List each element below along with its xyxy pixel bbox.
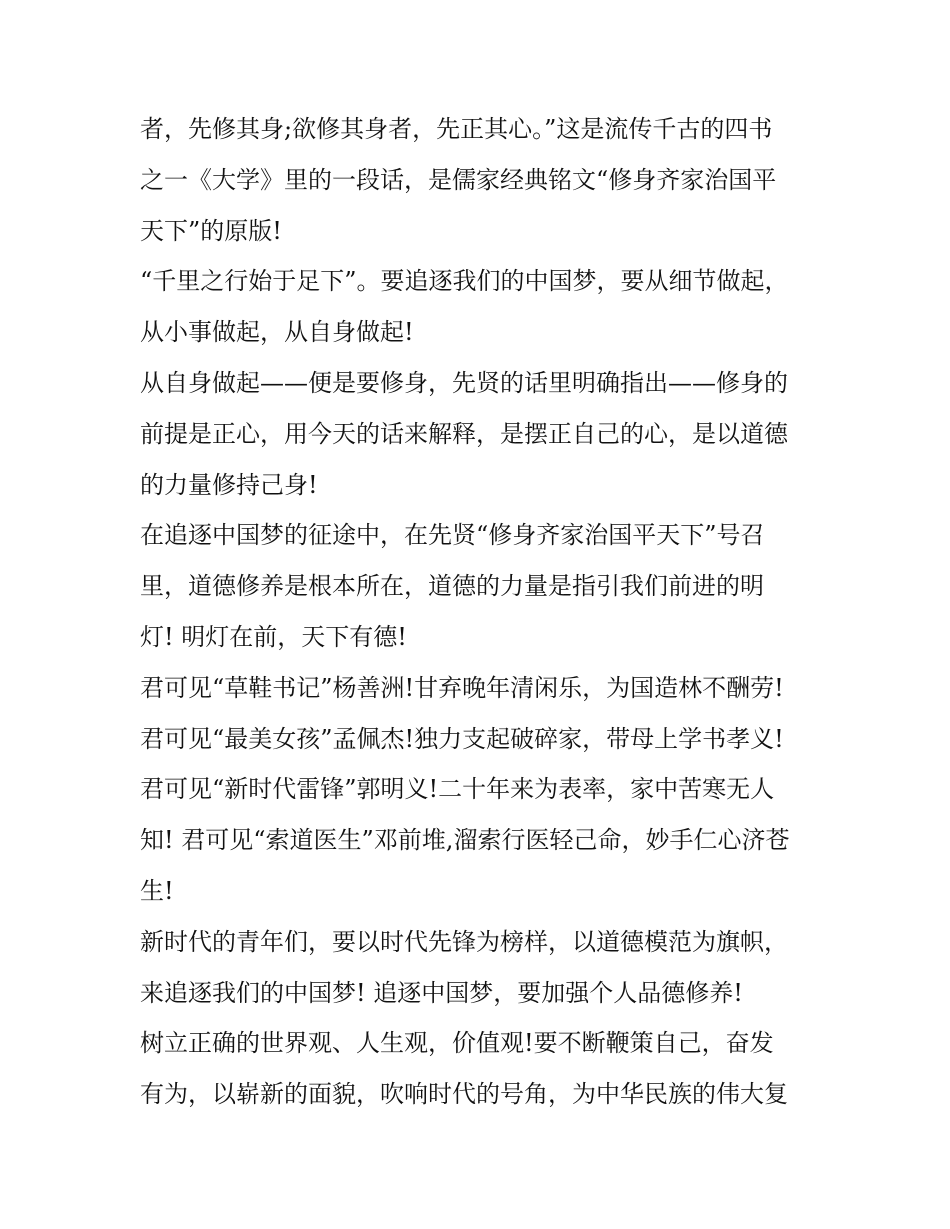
text-line: 君可见“最美女孩”孟佩杰!独力支起破碎家，带母上学书孝义! [140, 724, 784, 753]
text-line: 在追逐中国梦的征途中，在先贤“修身齐家治国平天下”号召 [140, 521, 765, 550]
text-line: 知! 君可见“索道医生”邓前堆,溜索行医轻己命，妙手仁心济苍 [140, 826, 790, 855]
document-body [140, 104, 820, 1120]
text-line: 灯! 明灯在前，天下有德! [140, 622, 407, 651]
text-line: 君可见“新时代雷锋”郭明义!二十年来为表率，家中苦寒无人 [140, 775, 775, 804]
text-line: 从自身做起——便是要修身，先贤的话里明确指出——修身的 [140, 368, 788, 397]
text-line: 前提是正心，用今天的话来解释，是摆正自己的心，是以道德 [140, 419, 788, 448]
text-line: 从小事做起，从自身做起! [140, 318, 414, 347]
text-line: 有为，以崭新的面貌，吹响时代的号角，为中华民族的伟大复 [140, 1080, 788, 1109]
text-line: 之一《大学》里的一段话，是儒家经典铭文“修身齐家治国平 [140, 165, 777, 194]
text-line: 者，先修其身;欲修其身者，先正其心。”这是流传千古的四书 [140, 115, 773, 143]
text-line: 新时代的青年们，要以时代先锋为榜样，以道德模范为旗帜， [140, 927, 788, 956]
text-line: 来追逐我们的中国梦! 追逐中国梦，要加强个人品德修养! [140, 978, 743, 1007]
text-line: 天下”的原版! [140, 216, 282, 245]
text-line: 君可见“草鞋书记”杨善洲!甘弃晚年清闲乐，为国造林不酬劳! [140, 673, 784, 702]
text-line: 树立正确的世界观、人生观，价值观!要不断鞭策自己，奋发 [140, 1029, 774, 1058]
text-line: “千里之行始于足下”。要追逐我们的中国梦，要从细节做起， [140, 267, 789, 296]
text-line: 生! [140, 876, 174, 905]
text-line: 的力量修持己身! [140, 470, 318, 499]
text-line: 里，道德修养是根本所在，道德的力量是指引我们前进的明 [140, 572, 764, 601]
